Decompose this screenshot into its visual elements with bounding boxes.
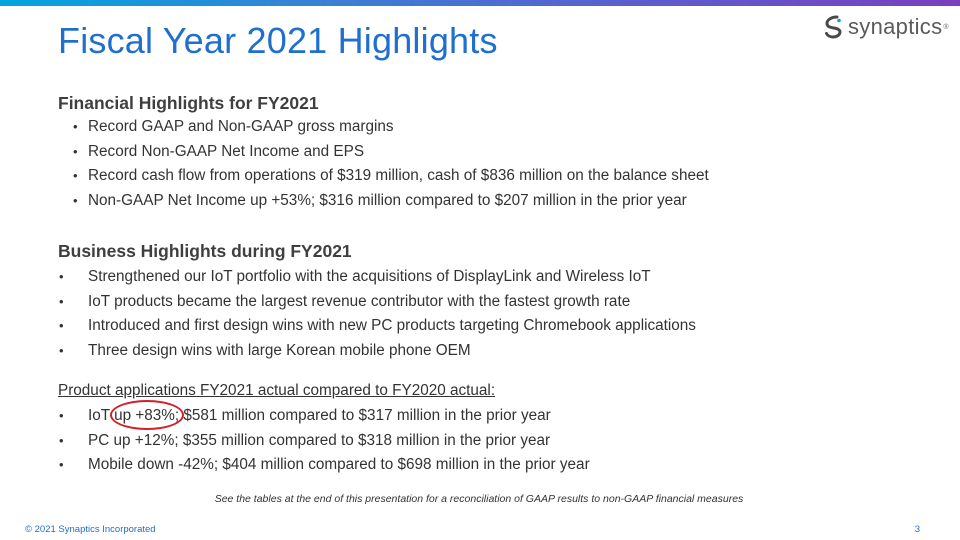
list-item xyxy=(58,268,696,293)
financial-heading: Financial Highlights for FY2021 xyxy=(58,93,319,113)
list-item-text: Three design wins with large Korean mobile phone OEM xyxy=(88,341,471,359)
bullet-icon: • xyxy=(73,192,78,208)
bullet-icon: • xyxy=(59,318,64,333)
footnote-text: See the tables at the end of this presentation for a reconciliation of GAAP results to non-GAAP financial measures xyxy=(214,493,744,505)
financial-list xyxy=(73,118,709,216)
list-item-text: Record Non-GAAP Net Income and EPS xyxy=(88,142,365,160)
list-item-text: PC up +12%; $355 million compared to $318 million in the prior year xyxy=(88,431,551,449)
list-item-text: Strengthened our IoT portfolio with the acquisitions of DisplayLink and Wireless IoT xyxy=(88,268,651,285)
list-item-text: IoT up +83%; $581 million compared to $317 million in the prior year xyxy=(88,407,551,424)
list-item xyxy=(73,192,709,217)
slide-title: Fiscal Year 2021 Highlights xyxy=(58,20,498,61)
list-item-text: Record cash flow from operations of $319 million, cash of $836 million on the balance sheet xyxy=(88,167,709,184)
synaptics-s-icon xyxy=(824,15,844,39)
bullet-icon: • xyxy=(73,119,78,134)
list-item-text: Introduced and first design wins with new PC products targeting Chromebook applications xyxy=(88,317,696,334)
bullet-icon: • xyxy=(73,143,78,159)
bullet-icon: • xyxy=(59,269,64,284)
top-gradient-bar xyxy=(0,0,960,6)
bullet-icon: • xyxy=(59,457,64,472)
list-item xyxy=(58,317,696,342)
list-item xyxy=(58,342,696,367)
business-list xyxy=(58,268,696,366)
list-item-text: IoT products became the largest revenue contributor with the fastest growth rate xyxy=(88,292,631,310)
business-heading: Business Highlights during FY2021 xyxy=(58,241,352,261)
list-item xyxy=(73,167,709,192)
list-item-text: Record GAAP and Non-GAAP gross margins xyxy=(88,118,394,135)
footnote xyxy=(0,493,960,505)
list-item-text: Mobile down -42%; $404 million compared to $698 million in the prior year xyxy=(88,456,590,473)
bullet-icon: • xyxy=(59,293,64,309)
synaptics-logo xyxy=(824,14,949,40)
registered-mark: ® xyxy=(943,23,949,31)
bullet-icon: • xyxy=(59,342,64,358)
bullet-icon: • xyxy=(59,408,64,423)
copyright-text: © 2021 Synaptics Incorporated xyxy=(25,524,156,535)
list-item xyxy=(58,293,696,318)
list-item-text: Non-GAAP Net Income up +53%; $316 million compared to $207 million in the prior year xyxy=(88,191,687,209)
bullet-icon: • xyxy=(73,168,78,183)
list-item xyxy=(58,432,590,457)
highlight-circle-annotation xyxy=(110,400,184,430)
list-item xyxy=(73,143,709,168)
list-item xyxy=(58,456,590,481)
page-number: 3 xyxy=(914,524,920,535)
logo-wordmark: synaptics xyxy=(848,14,943,39)
product-heading: Product applications FY2021 actual compared to FY2020 actual: xyxy=(58,382,496,399)
bullet-icon: • xyxy=(59,432,64,448)
list-item xyxy=(73,118,709,143)
